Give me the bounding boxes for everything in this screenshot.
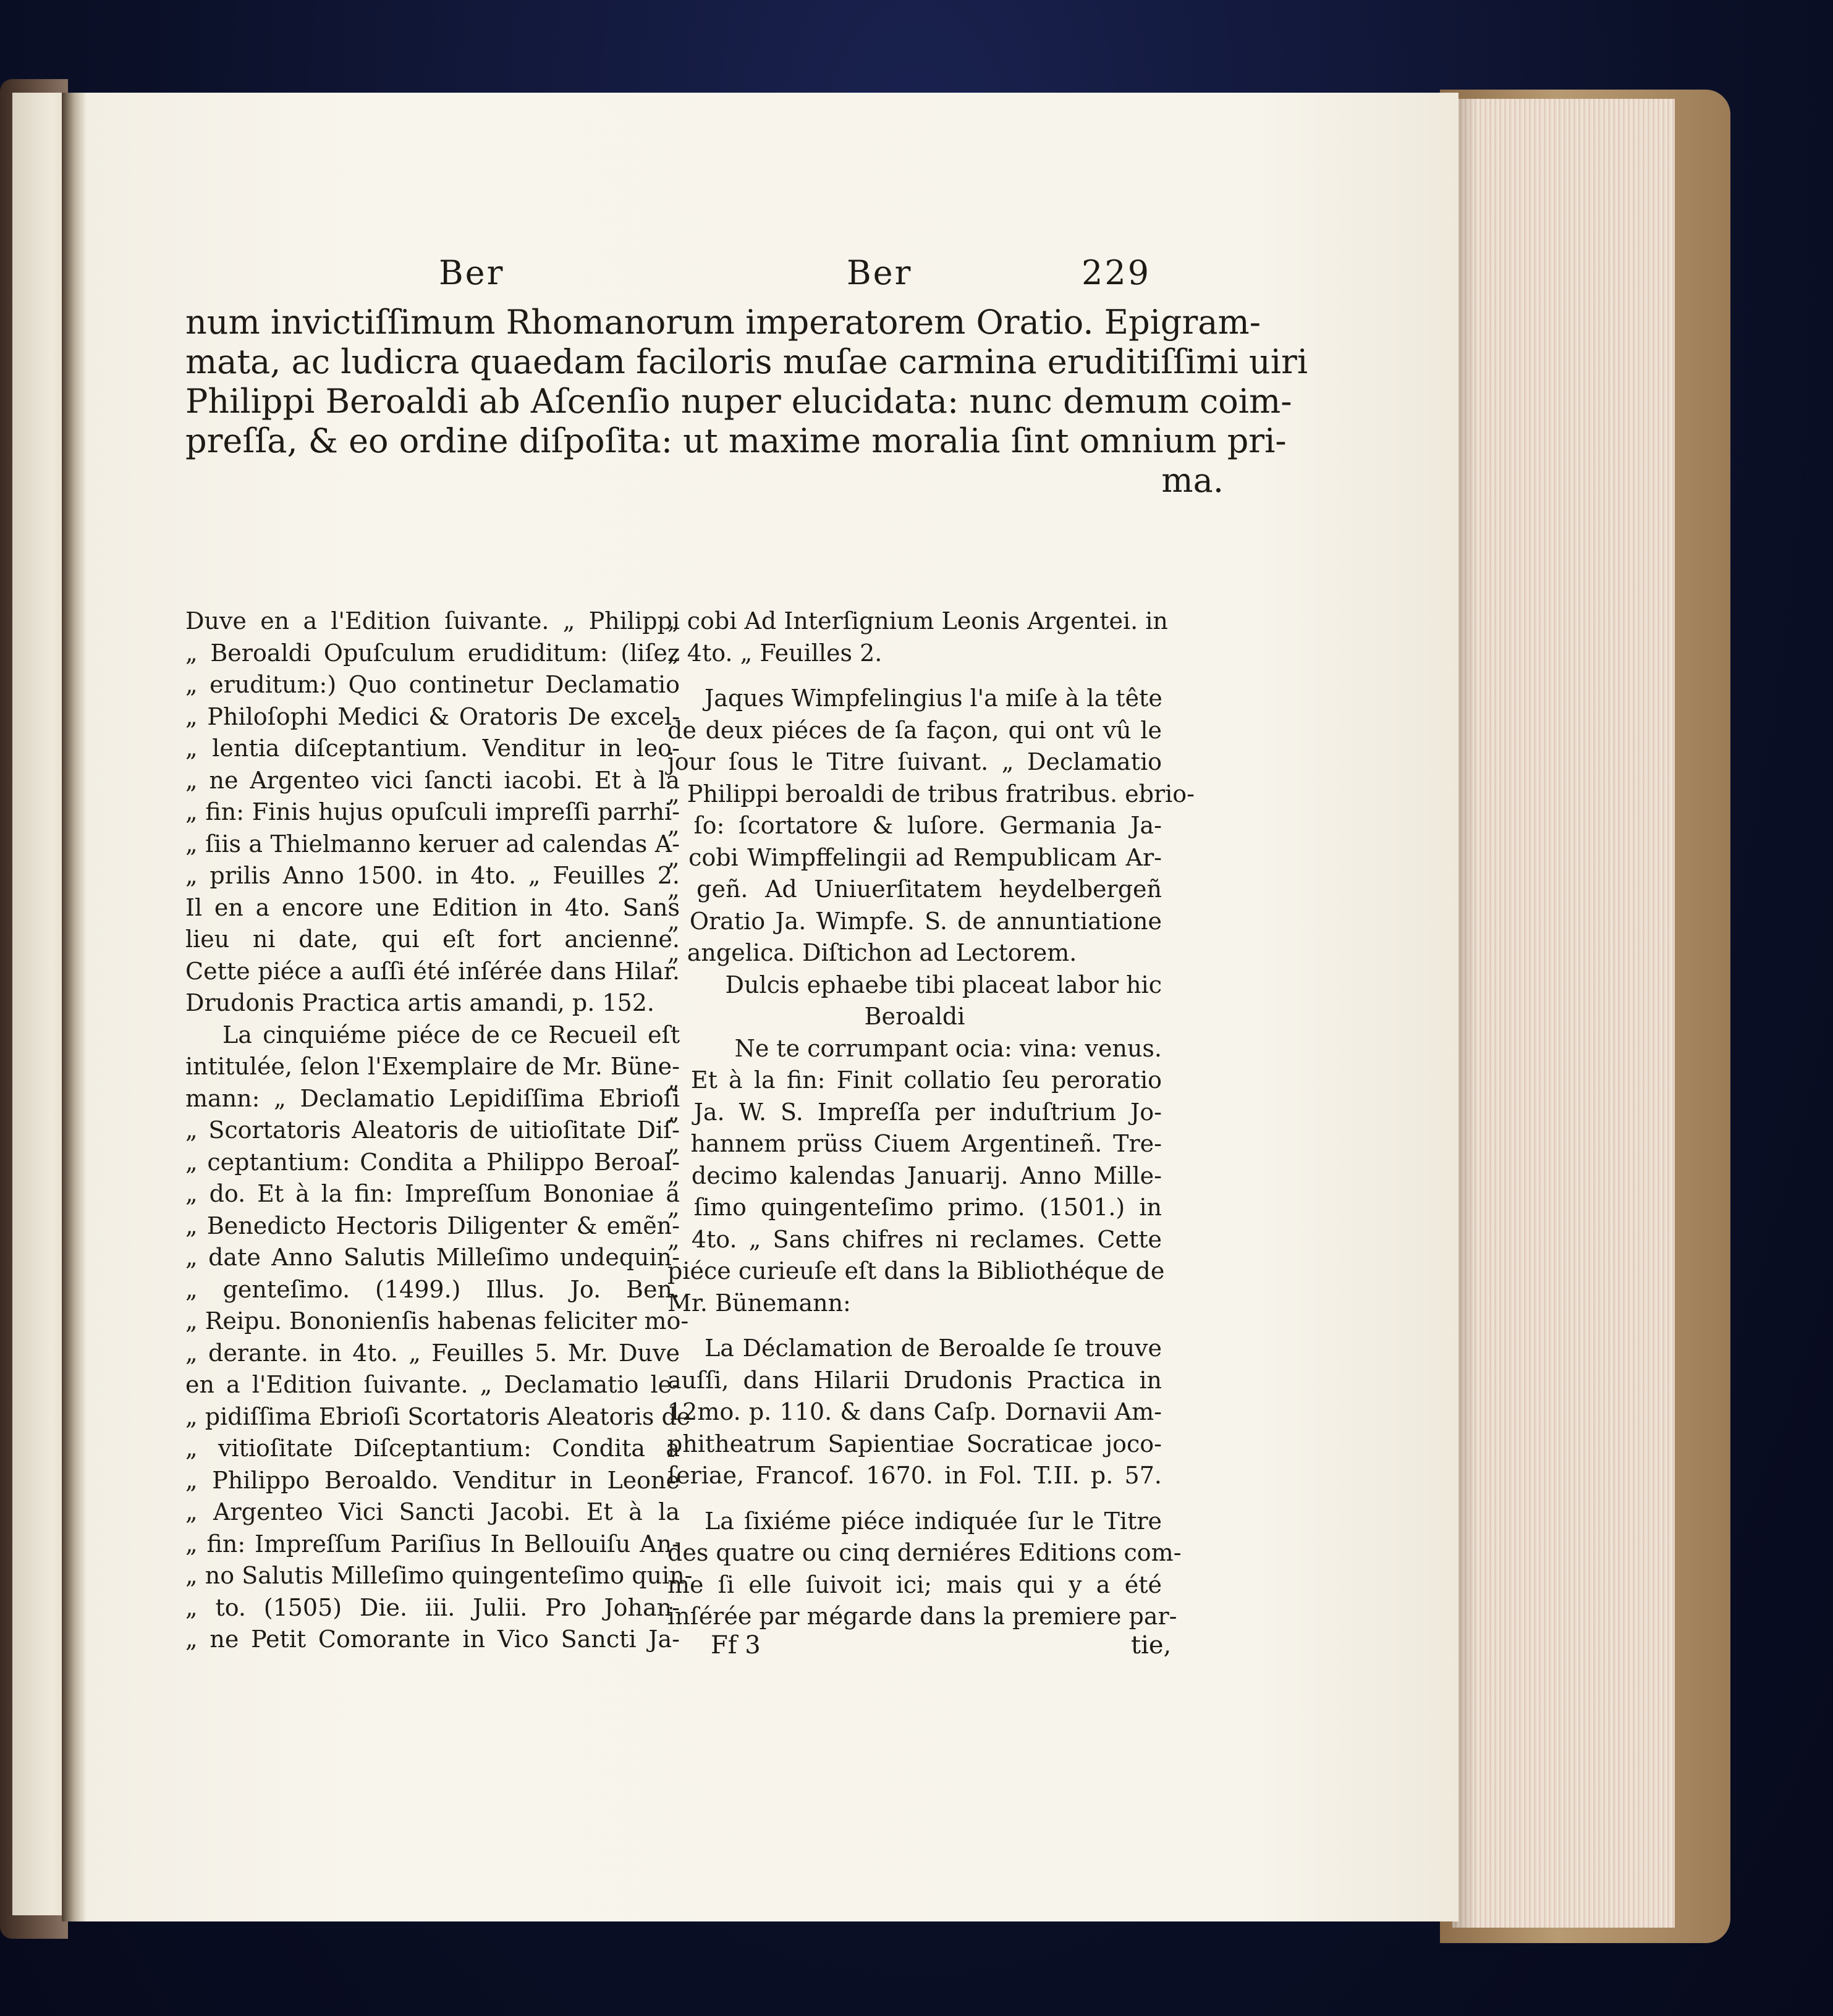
text-line: „ Et à la fin: Finit collatio ſeu peroratio	[667, 1066, 1162, 1094]
text-line: „ Reipu. Bononienſis habenas feliciter mo-	[185, 1307, 689, 1335]
text-line: en a l'Edition ſuivante. „ Declamatio le-	[185, 1371, 680, 1398]
text-line: „ vitioſitate Diſceptantium: Condita a	[185, 1435, 680, 1462]
text-line: „ cobi Ad Interſignium Leonis Argentei. in	[667, 607, 1168, 635]
text-line: La cinquiéme piéce de ce Recueil eſt	[222, 1021, 680, 1048]
text-line: „ do. Et à la fin: Impreſſum Bononiae a	[185, 1180, 680, 1207]
text-line: „ Philoſophi Medici & Oratoris De excel-	[185, 702, 680, 730]
text-line: phitheatrum Sapientiae Socraticae joco-	[667, 1430, 1162, 1457]
text-line: La ſixiéme piéce indiquée ſur le Titre	[705, 1507, 1162, 1535]
text-line: Duve en a l'Edition ſuivante. „ Philippi	[185, 607, 680, 635]
text-line: intitulée, ſelon l'Exemplaire de Mr. Büne-	[185, 1053, 680, 1080]
text-line: piéce curieuſe eſt dans la Bibliothéque de	[667, 1257, 1165, 1284]
text-line: „ fin: Finis hujus opuſculi impreſſi parrhi-	[185, 798, 680, 825]
verse-line: Dulcis ephaebe tibi placeat labor hic	[725, 971, 1162, 998]
title-line: ma.	[1161, 461, 1224, 500]
text-line: jour ſous le Titre ſuivant. „ Declamatio	[667, 748, 1162, 775]
text-line: „ geñ. Ad Uniuerſitatem heydelbergeñ	[667, 875, 1162, 903]
text-line: „ hannem prüss Ciuem Argentineñ. Tre-	[667, 1130, 1162, 1157]
text-line: Il en a encore une Edition in 4to. Sans	[185, 893, 680, 921]
text-line: „ Argenteo Vici Sancti Jacobi. Et à la	[185, 1498, 680, 1525]
text-line: „ no Salutis Milleſimo quingenteſimo quin-	[185, 1562, 693, 1589]
text-line: „ Philippo Beroaldo. Venditur in Leone	[185, 1466, 680, 1494]
gutter-shadow	[62, 93, 87, 1921]
text-line: La Déclamation de Beroalde ſe trouve	[705, 1335, 1162, 1362]
text-line: „ genteſimo. (1499.) Illus. Jo. Ben.	[185, 1275, 680, 1303]
text-line: „ date Anno Salutis Milleſimo undequin-	[185, 1244, 680, 1271]
title-line: mata, ac ludicra quaedam faciloris muſae carmina eruditiſſimi uiri	[185, 342, 1308, 381]
text-line: „ Oratio Ja. Wimpfe. S. de annuntiatione	[667, 907, 1162, 935]
text-line: „ ne Argenteo vici ſancti iacobi. Et à la	[185, 766, 680, 794]
text-line: me ſi elle ſuivoit ici; mais qui y a été	[667, 1571, 1162, 1598]
text-line: „ derante. in 4to. „ Feuilles 5. Mr. Duve	[185, 1339, 680, 1367]
text-line: des quatre ou cinq derniéres Editions com-	[667, 1539, 1182, 1566]
text-line: Jaques Wimpfelingius l'a miſe à la tête	[705, 685, 1162, 712]
text-line: „ ceptantium: Condita a Philippo Beroal-	[185, 1148, 680, 1176]
text-line: „ eruditum:) Quo continetur Declamatio	[185, 671, 680, 698]
text-line: „ prilis Anno 1500. in 4to. „ Feuilles 2.	[185, 862, 680, 889]
text-line: 12mo. p. 110. & dans Caſp. Dornavii Am-	[667, 1398, 1162, 1425]
text-line: „ Ja. W. S. Impreſſa per induſtrium Jo-	[667, 1098, 1162, 1126]
text-line: „ ſo: ſcortatore & luſore. Germania Ja-	[667, 812, 1162, 839]
text-line: „ Beroaldi Opuſculum erudiditum: (liſez	[185, 639, 680, 667]
text-line: „ fin: Impreſſum Pariſius In Bellouiſu An-	[185, 1530, 680, 1558]
text-line: „ 4to. „ Sans chifres ni reclames. Cette	[667, 1225, 1162, 1253]
text-line: „ Benedicto Hectoris Diligenter & emẽn-	[185, 1212, 680, 1239]
page-number: 229	[1082, 253, 1151, 292]
right-column	[667, 605, 1195, 1633]
text-line: „ Scortatoris Aleatoris de uitioſitate Diſ-	[185, 1116, 680, 1144]
text-line: lieu ni date, qui eſt fort ancienne.	[185, 926, 680, 953]
text-line: „ 4to. „ Feuilles 2.	[667, 639, 883, 667]
catchword: tie,	[1131, 1631, 1172, 1660]
text-line: de deux piéces de ſa façon, qui ont vû le	[667, 716, 1162, 744]
text-line: „ pidiſſima Ebrioſi Scortatoris Aleatoris de	[185, 1402, 691, 1430]
text-line: ſeriae, Francof. 1670. in Fol. T.II. p. 57.	[667, 1462, 1162, 1489]
text-line: „ ſiis a Thielmanno keruer ad calendas A-	[185, 830, 680, 858]
text-line: Drudonis Practica artis amandi, p. 152.	[185, 989, 654, 1016]
book-page	[74, 93, 1458, 1921]
text-line: „ cobi Wimpffelingii ad Rempublicam Ar-	[667, 843, 1162, 871]
verse-line: Ne te corrumpant ocia: vina: venus.	[734, 1034, 1162, 1062]
text-line: „ lentia diſceptantium. Venditur in leo-	[185, 735, 680, 762]
title-line: Philippi Beroaldi ab Aſcenſio nuper elucidata: nunc demum coim-	[185, 382, 1292, 421]
text-line: „ Philippi beroaldi de tribus fratribus. ebrio-	[667, 780, 1195, 808]
left-column	[185, 605, 693, 1656]
text-line: „ decimo kalendas Januarij. Anno Mille-	[667, 1162, 1162, 1189]
running-head-center: Ber	[847, 253, 913, 292]
signature-mark: Ff 3	[711, 1631, 761, 1660]
text-line: „ ne Petit Comorante in Vico Sancti Ja-	[185, 1626, 680, 1653]
text-line: „ to. (1505) Die. iii. Julii. Pro Johan-	[185, 1593, 680, 1621]
text-line: „ ſimo quingenteſimo primo. (1501.) in	[667, 1194, 1162, 1221]
title-block	[185, 303, 1308, 500]
text-line: mann: „ Declamatio Lepidiſſima Ebrioſi	[185, 1084, 680, 1112]
running-head-left: Ber	[439, 253, 505, 292]
text-line: auſſi, dans Hilarii Drudonis Practica in	[667, 1366, 1162, 1394]
verse-line: Beroaldi	[864, 1003, 965, 1030]
title-line: num invictiſſimum Rhomanorum imperatorem Oratio. Epigram-	[185, 303, 1261, 342]
left-page-edge	[12, 93, 68, 1915]
text-line: inſérée par mégarde dans la premiere par-	[667, 1603, 1177, 1630]
page-block-edge	[1452, 99, 1675, 1928]
text-line: „ angelica. Diſtichon ad Lectorem.	[667, 939, 1077, 966]
title-line: preſſa, & eo ordine diſpoſita: ut maxime moralia ſint omnium pri-	[185, 421, 1287, 460]
text-line: Mr. Bünemann:	[667, 1289, 851, 1317]
text-line: Cette piéce a auſſi été inſérée dans Hilar.	[185, 957, 680, 985]
